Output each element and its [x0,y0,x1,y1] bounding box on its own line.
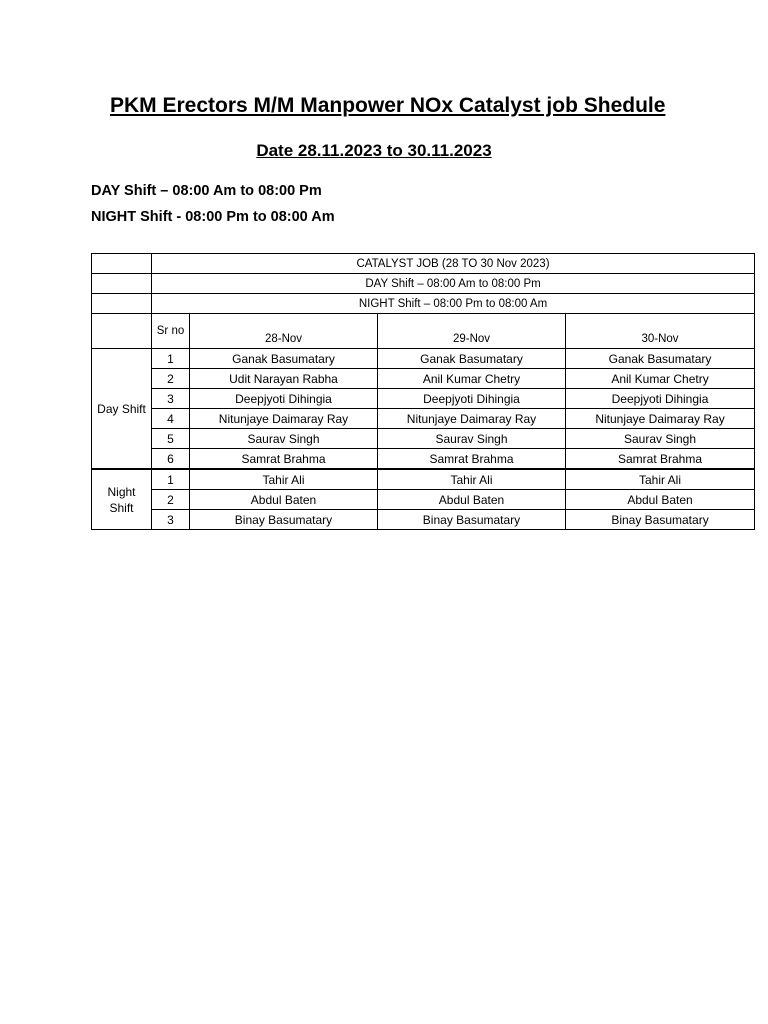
serial-number: 2 [152,369,190,389]
serial-number: 5 [152,429,190,449]
worker-name-cell: Nitunjaye Daimaray Ray [378,409,566,429]
worker-name-cell: Deepjyoti Dihingia [190,389,378,409]
header-catalyst-job: CATALYST JOB (28 TO 30 Nov 2023) [152,254,755,274]
worker-name-cell: Ganak Basumatary [190,349,378,369]
serial-number: 2 [152,490,190,510]
worker-name-cell: Saurav Singh [378,429,566,449]
worker-name-cell: Nitunjaye Daimaray Ray [190,409,378,429]
worker-name-cell: Tahir Ali [566,469,755,490]
header-blank-cell [92,294,152,314]
night-shift-row [92,490,755,510]
worker-name-cell: Deepjyoti Dihingia [566,389,755,409]
date-header-1: 28-Nov [190,314,378,349]
header-row-day [92,274,755,294]
day-shift-row [92,409,755,429]
srno-header: Sr no [152,314,190,349]
worker-name-cell: Saurav Singh [566,429,755,449]
night-shift-group-label: Night Shift [92,469,152,530]
serial-number: 6 [152,449,190,470]
worker-name-cell: Saurav Singh [190,429,378,449]
worker-name-cell: Binay Basumatary [566,510,755,530]
worker-name-cell: Deepjyoti Dihingia [378,389,566,409]
worker-name-cell: Anil Kumar Chetry [566,369,755,389]
header-row-job [92,254,755,274]
day-shift-timing: DAY Shift – 08:00 Am to 08:00 Pm [91,183,322,199]
header-blank-cell [92,314,152,349]
worker-name-cell: Abdul Baten [566,490,755,510]
worker-name-cell: Nitunjaye Daimaray Ray [566,409,755,429]
day-shift-group-label: Day Shift [92,349,152,470]
night-shift-timing: NIGHT Shift - 08:00 Pm to 08:00 Am [91,209,335,225]
header-night-shift: NIGHT Shift – 08:00 Pm to 08:00 Am [152,294,755,314]
worker-name-cell: Samrat Brahma [190,449,378,470]
night-shift-row [92,510,755,530]
worker-name-cell: Ganak Basumatary [378,349,566,369]
date-range: Date 28.11.2023 to 30.11.2023 [256,141,492,160]
date-header-3: 30-Nov [566,314,755,349]
day-shift-row [92,369,755,389]
worker-name-cell: Abdul Baten [378,490,566,510]
worker-name-cell: Ganak Basumatary [566,349,755,369]
serial-number: 3 [152,389,190,409]
serial-number: 4 [152,409,190,429]
header-row-dates [92,314,755,349]
night-shift-row [92,469,755,490]
header-blank-cell [92,274,152,294]
document-title: PKM Erectors M/M Manpower NOx Catalyst job Shedule [110,94,666,117]
header-row-night [92,294,755,314]
serial-number: 3 [152,510,190,530]
header-day-shift: DAY Shift – 08:00 Am to 08:00 Pm [152,274,755,294]
serial-number: 1 [152,349,190,369]
worker-name-cell: Binay Basumatary [378,510,566,530]
worker-name-cell: Samrat Brahma [378,449,566,470]
worker-name-cell: Samrat Brahma [566,449,755,470]
worker-name-cell: Tahir Ali [190,469,378,490]
header-blank-cell [92,254,152,274]
worker-name-cell: Tahir Ali [378,469,566,490]
date-header-2: 29-Nov [378,314,566,349]
worker-name-cell: Abdul Baten [190,490,378,510]
worker-name-cell: Udit Narayan Rabha [190,369,378,389]
day-shift-row [92,449,755,470]
serial-number: 1 [152,469,190,490]
day-shift-row [92,349,755,369]
schedule-table [91,253,755,530]
worker-name-cell: Anil Kumar Chetry [378,369,566,389]
worker-name-cell: Binay Basumatary [190,510,378,530]
day-shift-row [92,389,755,409]
day-shift-row [92,429,755,449]
